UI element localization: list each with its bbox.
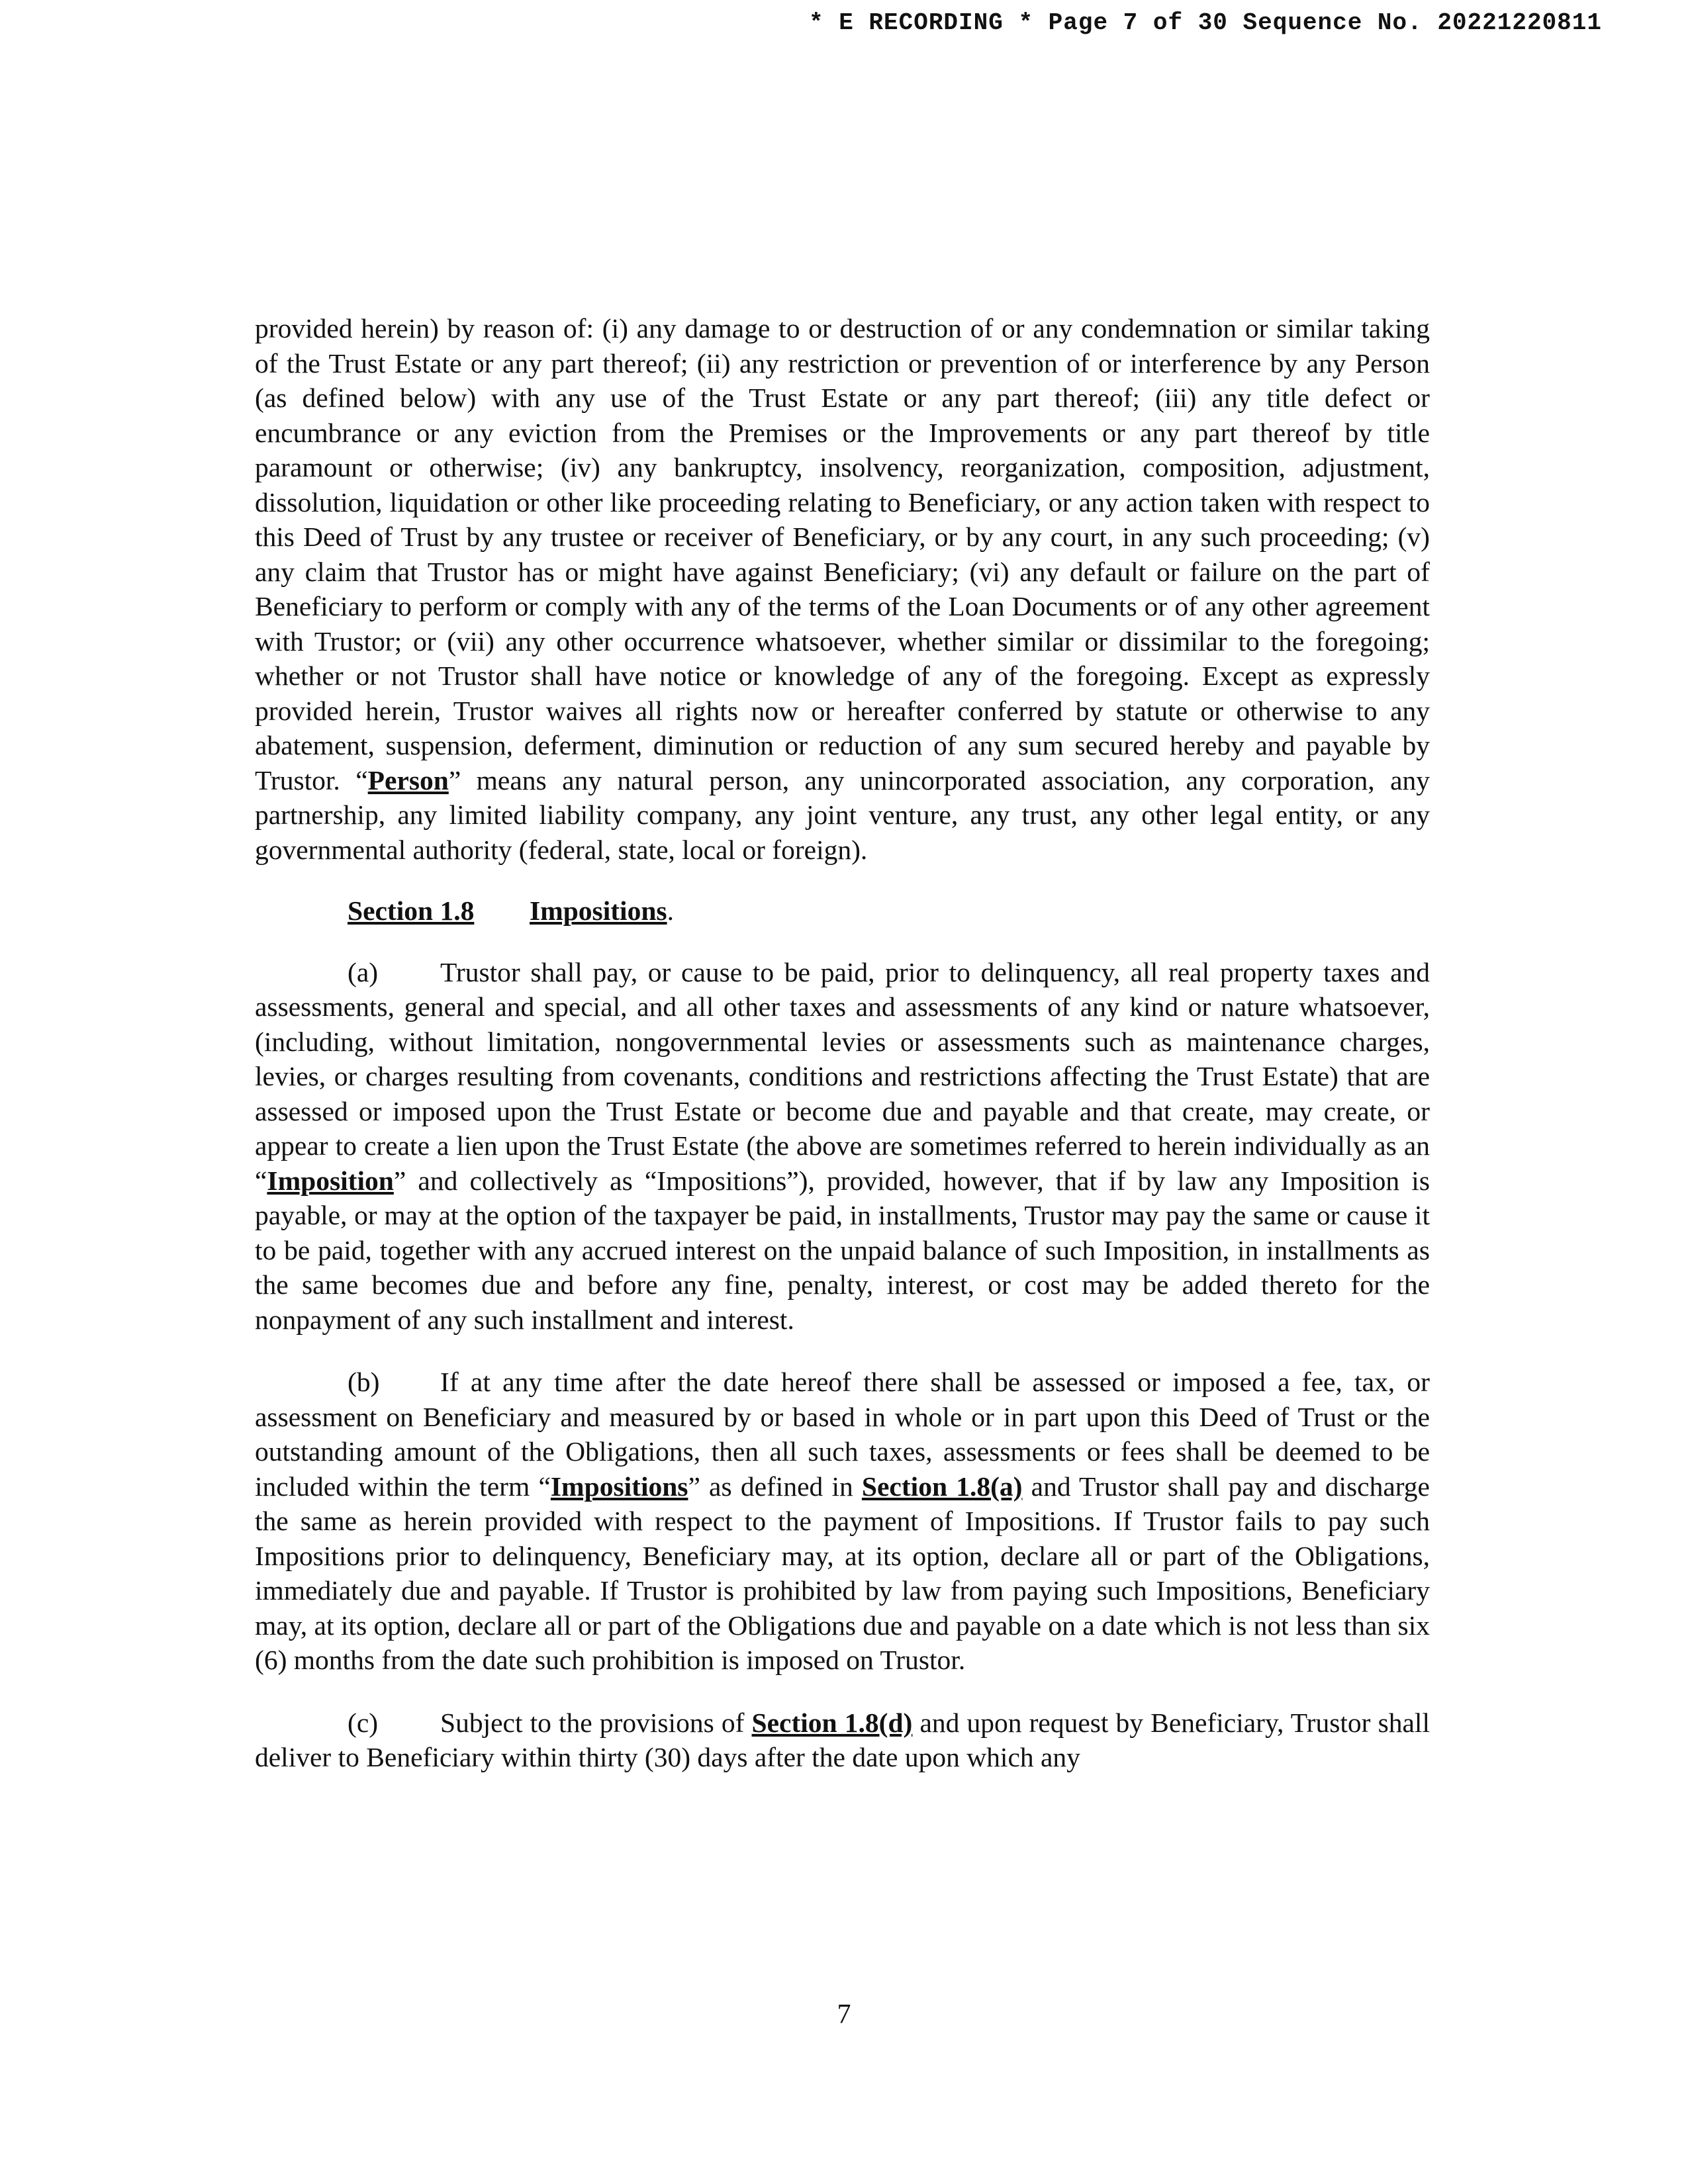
section-heading (255, 893, 1430, 929)
paragraph-label: (a) (348, 956, 379, 987)
paragraph-b (255, 1365, 1430, 1678)
paragraph-text: Trustor shall pay, or cause to be paid, prior to delinquency, all real property taxes and assessments, general and special, and all other taxes and assessments of any kind or nature whatsoever, (including, without limitation, nongovernmental levies or assessments such as maintenance charges, levies, or charges resulting from covenants, conditions and restrictions affecting the Trust Estate) that are assessed or imposed upon the Trust Estate or become due and payable and that create, may create, or appear to create a lien upon the Trust Estate (the above are sometimes referred to herein individually as an “ (255, 956, 1430, 1196)
paragraph-text: If at any time after the date hereof there shall be assessed or imposed a fee, tax, or assessment on Beneficiary and measured by or based in whole or in part upon this Deed of Trust or the outstanding amount of the Obligations, then all such taxes, assessments or fees shall be deemed to be included within the term “ (255, 1367, 1430, 1502)
paragraph-text: and Trustor shall pay and discharge the same as herein provided with respect to the payment of Impositions. If Trustor fails to pay such Impositions prior to delinquency, Beneficiary may, at its option, declare all or part of the Obligations, immediately due and payable. If Trustor is prohibited by law from paying such Impositions, Beneficiary may, at its option, declare all or part of the Obligations due and payable on a date which is not less than six (6) months from the date such prohibition is imposed on Trustor. (255, 1471, 1430, 1675)
defined-term-person: Person (367, 764, 449, 796)
paragraph-text: Subject to the provisions of (440, 1707, 752, 1738)
paragraph-c (255, 1706, 1430, 1775)
paragraph-label: (b) (348, 1367, 380, 1397)
section-title: Impositions (530, 895, 667, 926)
paragraph-label: (c) (348, 1707, 379, 1738)
section-cross-reference: Section 1.8(d) (751, 1707, 913, 1738)
paragraph-text: ” as defined in (688, 1471, 862, 1502)
document-body (255, 311, 1430, 1775)
paragraph-text: ” means any natural person, any unincorporated association, any corporation, any partnership, any limited liability company, any joint venture, any trust, any other legal entity, or any governmental authority (federal, state, local or foreign). (255, 764, 1430, 865)
section-number: Section 1.8 (348, 895, 475, 926)
section-cross-reference: Section 1.8(a) (861, 1471, 1023, 1502)
paragraph-text: provided herein) by reason of: (i) any damage to or destruction of or any condemnation or similar taking of the Trust Estate or any part thereof; (ii) any restriction or prevention of or interference by any Person (as defined below) with any use of the Trust Estate or any part thereof; (iii) any title defect or encumbrance or any eviction from the Premises or the Improvements or any part thereof by title paramount or otherwise; (iv) any bankruptcy, insolvency, reorganization, composition, adjustment, dissolution, liquidation or other like proceeding relating to Beneficiary, or any action taken with respect to this Deed of Trust by any trustee or receiver of Beneficiary, or by any court, in any such proceeding; (v) any claim that Trustor has or might have against Beneficiary; (vi) any default or failure on the part of Beneficiary to perform or comply with any of the terms of the Loan Documents or of any other agreement with Trustor; or (vii) any other occurrence whatsoever, whether similar or dissimilar to the foregoing; whether or not Trustor shall have notice or knowledge of any of the foregoing. Except as expressly provided herein, Trustor waives all rights now or hereafter conferred by statute or otherwise to any abatement, suspension, deferment, diminution or reduction of any sum secured hereby and payable by Trustor. “ (255, 313, 1430, 796)
paragraph-text: ” and collectively as “Impositions”), provided, however, that if by law any Imposition is payable, or may at the option of the taxpayer be paid, in installments, Trustor may pay the same or cause it to be paid, together with any accrued interest on the unpaid balance of such Imposition, in installments as the same becomes due and before any fine, penalty, interest, or cost may be added thereto for the nonpayment of any such installment and interest. (255, 1165, 1430, 1335)
section-title-period: . (667, 895, 674, 926)
page-number: 7 (837, 1999, 851, 2030)
defined-term-imposition: Imposition (267, 1165, 394, 1196)
defined-term-impositions: Impositions (550, 1471, 688, 1502)
paragraph-continued (255, 311, 1430, 867)
recording-header: * E RECORDING * Page 7 of 30 Sequence No. 20221220811 (809, 9, 1602, 36)
paragraph-text: and upon request by Beneficiary, Trustor shall deliver to Beneficiary within thirty (30) days after the date upon which any (255, 1707, 1430, 1772)
paragraph-a (255, 955, 1430, 1338)
